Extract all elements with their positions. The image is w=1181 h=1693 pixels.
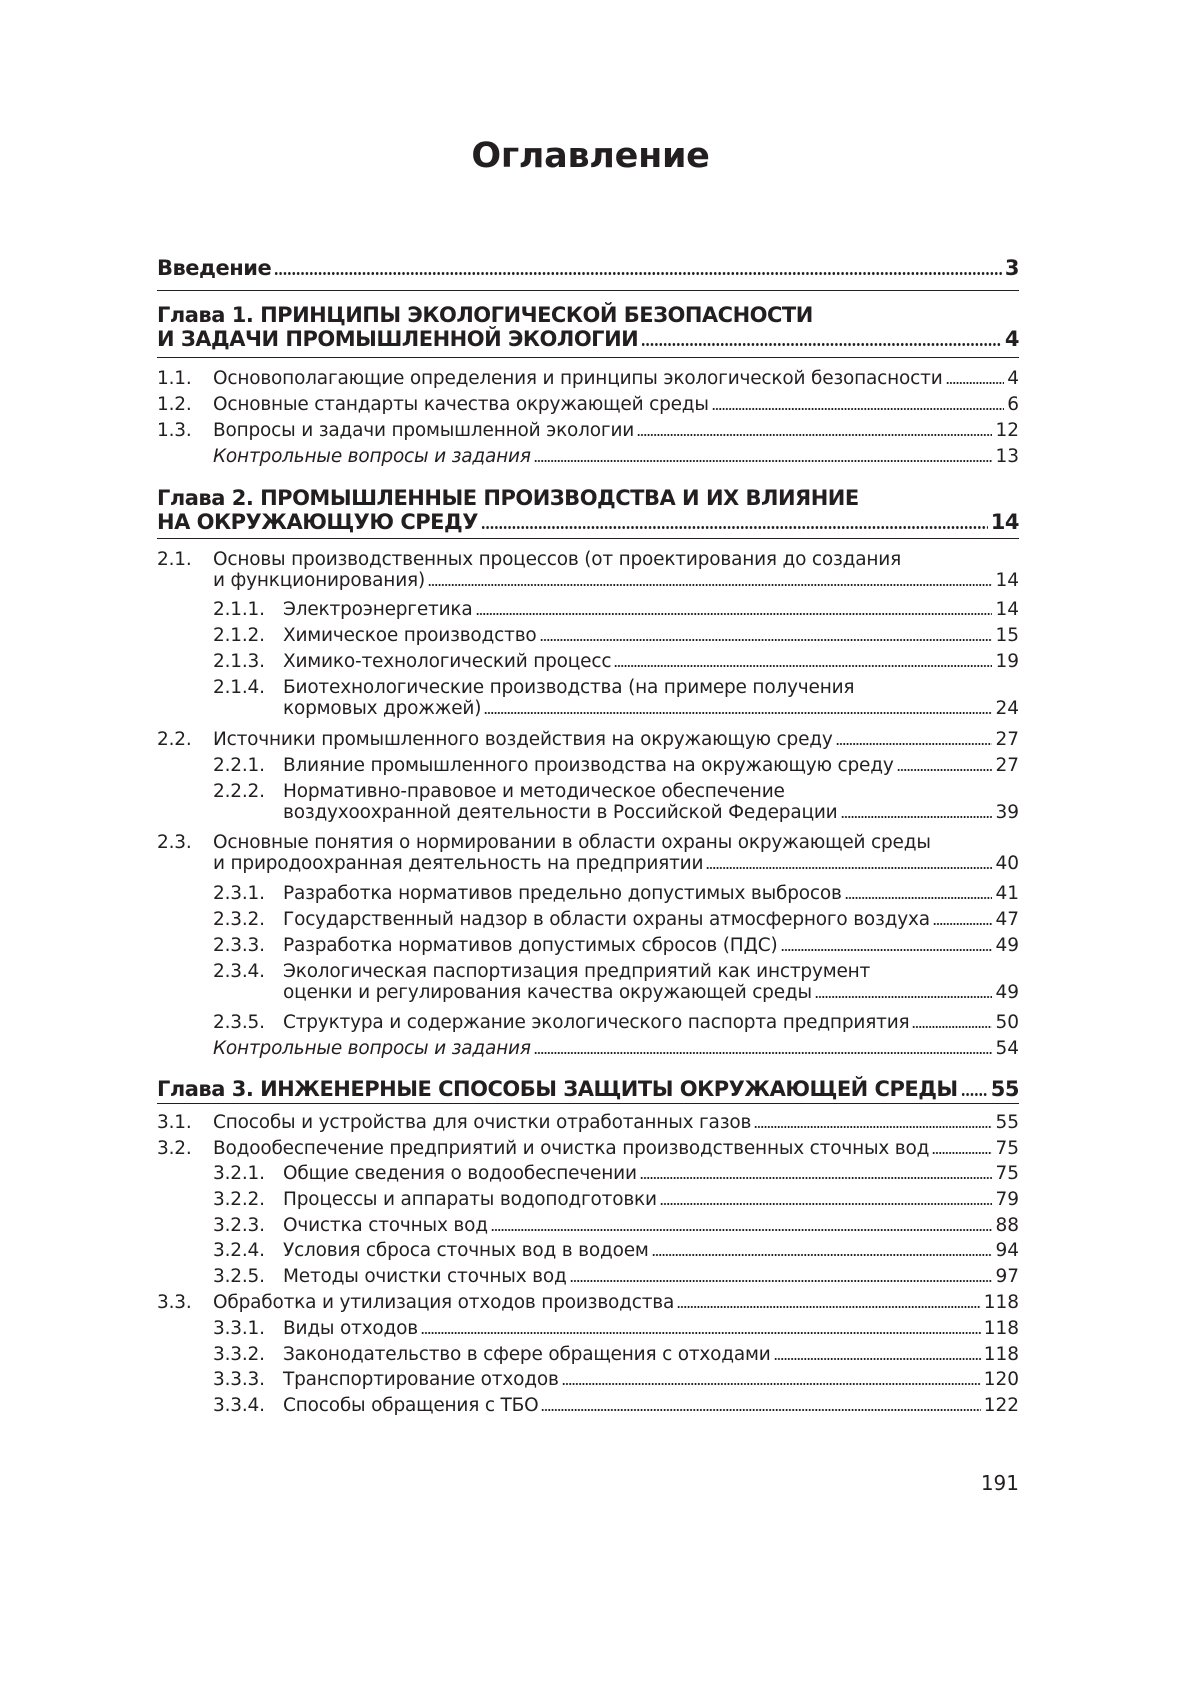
entry-row (157, 1292, 1019, 1313)
entry-row (157, 1138, 1019, 1159)
toc-entry[interactable] (157, 755, 1019, 776)
entry-title: Структура и содержание экологического паспорта предприятия (283, 1012, 910, 1033)
toc-entry[interactable] (157, 368, 1019, 389)
toc-entry[interactable] (157, 935, 1019, 956)
entry-row (157, 1215, 1019, 1236)
entry-row (157, 1077, 1019, 1101)
dot-leader (484, 711, 992, 715)
dot-leader (946, 381, 1005, 385)
entry-row (157, 625, 1019, 646)
entry-number: 2.3.1. (213, 883, 265, 904)
toc-entry[interactable] (157, 1369, 1019, 1390)
entry-row (157, 599, 1019, 620)
dot-leader (712, 407, 1004, 411)
entry-first-line: Биотехнологические производства (на примере получения (283, 677, 855, 698)
dot-leader (421, 1331, 981, 1335)
entry-number: 3.1. (157, 1112, 192, 1133)
entry-page-number: 4 (1004, 327, 1019, 351)
entry-number: 3.2.2. (213, 1189, 265, 1210)
entry-title: Химико-технологический процесс (283, 651, 612, 672)
entry-page-number: 88 (995, 1215, 1019, 1236)
page-number: 191 (980, 1471, 1019, 1495)
toc-entry[interactable] (157, 883, 1019, 904)
dot-leader (677, 1305, 981, 1309)
entry-title: Очистка сточных вод (283, 1215, 488, 1236)
toc-entry[interactable] (157, 1344, 1019, 1365)
entry-page-number: 27 (995, 729, 1019, 750)
dot-leader (912, 1025, 992, 1029)
entry-title: Процессы и аппараты водоподготовки (283, 1189, 657, 1210)
entry-row (157, 853, 1019, 874)
entry-number: 3.3.1. (213, 1318, 265, 1339)
entry-page-number: 12 (995, 420, 1019, 441)
entry-title: и природоохранная деятельность на предприятии (213, 853, 704, 874)
toc-entry[interactable] (157, 651, 1019, 672)
entry-page-number: 15 (995, 625, 1019, 646)
toc-entry[interactable] (157, 677, 1019, 719)
dot-leader (541, 1408, 980, 1412)
dot-leader (836, 742, 993, 746)
entry-title: кормовых дрожжей) (283, 698, 482, 719)
entry-page-number: 120 (983, 1369, 1019, 1390)
toc-entry[interactable] (157, 781, 1019, 823)
entry-row (157, 1395, 1019, 1416)
entry-page-number: 39 (995, 802, 1019, 823)
entry-page-number: 97 (995, 1266, 1019, 1287)
entry-row (157, 1112, 1019, 1133)
toc-entry[interactable] (157, 832, 1019, 874)
entry-row (157, 368, 1019, 389)
dot-leader (774, 1357, 981, 1361)
dot-leader (841, 815, 993, 819)
toc-chapter[interactable] (157, 486, 1019, 534)
dot-leader (476, 612, 993, 616)
entry-number: 2.2.2. (213, 781, 265, 802)
entry-number: 3.2. (157, 1138, 192, 1159)
entry-title: Методы очистки сточных вод (283, 1266, 567, 1287)
entry-page-number: 6 (1007, 394, 1019, 415)
entry-page-number: 75 (995, 1163, 1019, 1184)
toc-entry[interactable] (157, 1163, 1019, 1184)
entry-page-number: 94 (995, 1240, 1019, 1261)
toc-entry[interactable] (157, 1112, 1019, 1133)
entry-page-number: 55 (990, 1077, 1019, 1101)
entry-page-number: 27 (995, 755, 1019, 776)
entry-number: 2.3.2. (213, 909, 265, 930)
toc-entry[interactable] (157, 625, 1019, 646)
entry-number: 2.3.4. (213, 961, 265, 982)
toc-entry[interactable] (157, 961, 1019, 1003)
entry-page-number: 14 (995, 570, 1019, 591)
entry-page-number: 24 (995, 698, 1019, 719)
entry-title: Влияние промышленного производства на окружающую среду (283, 755, 894, 776)
dot-leader (932, 1151, 992, 1155)
entry-title: И ЗАДАЧИ ПРОМЫШЛЕННОЙ ЭКОЛОГИИ (157, 327, 639, 351)
entry-number: 2.1. (157, 549, 192, 570)
entry-row (157, 755, 1019, 776)
dot-leader (897, 768, 993, 772)
section-divider (157, 357, 1019, 358)
entry-title: Транспортирование отходов (283, 1369, 559, 1390)
entry-row (157, 1189, 1019, 1210)
entry-title: Основные стандарты качества окружающей среды (213, 394, 709, 415)
entry-page-number: 47 (995, 909, 1019, 930)
entry-title: Основополагающие определения и принципы экологической безопасности (213, 368, 943, 389)
entry-title: оценки и регулирования качества окружающей среды (283, 982, 812, 1003)
dot-leader (534, 1051, 993, 1055)
entry-number: 2.1.3. (213, 651, 265, 672)
entry-number: 2.1.4. (213, 677, 265, 698)
entry-number: 3.3. (157, 1292, 192, 1313)
entry-title: Общие сведения о водообеспечении (283, 1163, 637, 1184)
page-title: Оглавление (471, 136, 710, 176)
entry-title: воздухоохранной деятельности в Российской Федерации (283, 802, 838, 823)
entry-title: Условия сброса сточных вод в водоем (283, 1240, 649, 1261)
entry-row (157, 883, 1019, 904)
dot-leader (534, 459, 993, 463)
dot-leader (540, 638, 993, 642)
entry-first-line: Основные понятия о нормировании в области охраны окружающей среды (213, 832, 931, 853)
entry-number: 2.1.2. (213, 625, 265, 646)
dot-leader (481, 525, 988, 530)
entry-title: Источники промышленного воздействия на окружающую среду (213, 729, 833, 750)
entry-number: 2.1.1. (213, 599, 265, 620)
entry-page-number: 55 (995, 1112, 1019, 1133)
toc-entry[interactable] (157, 394, 1019, 415)
entry-row (157, 1344, 1019, 1365)
toc-entry[interactable] (157, 1318, 1019, 1339)
toc-entry[interactable] (157, 1215, 1019, 1236)
entry-page-number: 41 (995, 883, 1019, 904)
entry-page-number: 49 (995, 982, 1019, 1003)
toc-entry[interactable] (157, 1240, 1019, 1261)
dot-leader (637, 433, 992, 437)
entry-number: 2.3.3. (213, 935, 265, 956)
toc-entry[interactable] (157, 1292, 1019, 1313)
entry-number: 2.2.1. (213, 755, 265, 776)
entry-row (157, 1038, 1019, 1059)
entry-title: и функционирования) (213, 570, 425, 591)
section-divider (157, 1103, 1019, 1104)
entry-page-number: 19 (995, 651, 1019, 672)
toc-entry[interactable] (157, 1266, 1019, 1287)
entry-first-line: Экологическая паспортизация предприятий как инструмент (283, 961, 871, 982)
dot-leader (641, 342, 1002, 347)
entry-number: 3.2.5. (213, 1266, 265, 1287)
entry-row (157, 1318, 1019, 1339)
toc-entry[interactable] (157, 420, 1019, 441)
entry-row (157, 1012, 1019, 1033)
entry-row (157, 570, 1019, 591)
entry-first-line: Глава 2. ПРОМЫШЛЕННЫЕ ПРОИЗВОДСТВА И ИХ ВЛИЯНИЕ (157, 486, 859, 510)
dot-leader (933, 922, 993, 926)
dot-leader (562, 1382, 981, 1386)
entry-number: 1.3. (157, 420, 192, 441)
entry-row (157, 510, 1019, 534)
entry-row (157, 651, 1019, 672)
entry-number: 3.3.2. (213, 1344, 265, 1365)
dot-leader (961, 1092, 988, 1097)
entry-page-number: 75 (995, 1138, 1019, 1159)
entry-page-number: 3 (1004, 256, 1019, 280)
toc-entry[interactable] (157, 446, 1019, 467)
entry-page-number: 118 (983, 1318, 1019, 1339)
dot-leader (274, 271, 1002, 276)
entry-row (157, 698, 1019, 719)
toc-chapter[interactable] (157, 303, 1019, 351)
entry-page-number: 14 (990, 510, 1019, 534)
entry-title: Обработка и утилизация отходов производства (213, 1292, 675, 1313)
entry-row (157, 909, 1019, 930)
dot-leader (652, 1253, 993, 1257)
entry-row (157, 982, 1019, 1003)
entry-page-number: 118 (983, 1344, 1019, 1365)
dot-leader (706, 866, 992, 870)
entry-number: 3.2.3. (213, 1215, 265, 1236)
entry-number: 2.3. (157, 832, 192, 853)
entry-number: 2.3.5. (213, 1012, 265, 1033)
dot-leader (781, 948, 993, 952)
toc-entry[interactable] (157, 1012, 1019, 1033)
entry-title: Водообеспечение предприятий и очистка производственных сточных вод (213, 1138, 930, 1159)
toc-chapter[interactable] (157, 256, 1019, 280)
entry-title: Государственный надзор в области охраны атмосферного воздуха (283, 909, 930, 930)
dot-leader (614, 664, 992, 668)
entry-row (157, 446, 1019, 467)
entry-first-line: Глава 1. ПРИНЦИПЫ ЭКОЛОГИЧЕСКОЙ БЕЗОПАСНОСТИ (157, 303, 813, 327)
entry-title: Контрольные вопросы и задания (213, 1038, 531, 1059)
entry-page-number: 118 (983, 1292, 1019, 1313)
entry-title: Разработка нормативов предельно допустимых выбросов (283, 883, 842, 904)
dot-leader (754, 1125, 992, 1129)
entry-row (157, 256, 1019, 280)
entry-number: 1.2. (157, 394, 192, 415)
entry-row (157, 394, 1019, 415)
entry-first-line: Основы производственных процессов (от проектирования до создания (213, 549, 902, 570)
dot-leader (815, 995, 993, 999)
entry-row (157, 1240, 1019, 1261)
entry-page-number: 79 (995, 1189, 1019, 1210)
entry-number: 2.2. (157, 729, 192, 750)
toc-entry[interactable] (157, 1189, 1019, 1210)
entry-title: Введение (157, 256, 272, 280)
entry-title: Химическое производство (283, 625, 537, 646)
entry-row (157, 420, 1019, 441)
entry-row (157, 1369, 1019, 1390)
toc-entry[interactable] (157, 599, 1019, 620)
entry-page-number: 4 (1007, 368, 1019, 389)
toc-entry[interactable] (157, 909, 1019, 930)
entry-page-number: 49 (995, 935, 1019, 956)
entry-row (157, 729, 1019, 750)
dot-leader (570, 1279, 993, 1283)
entry-title: Способы обращения с ТБО (283, 1395, 539, 1416)
entry-title: Глава 3. ИНЖЕНЕРНЫЕ СПОСОБЫ ЗАЩИТЫ ОКРУЖАЮЩЕЙ СРЕДЫ (157, 1077, 958, 1101)
entry-title: Виды отходов (283, 1318, 418, 1339)
entry-page-number: 54 (995, 1038, 1019, 1059)
entry-first-line: Нормативно-правовое и методическое обеспечение (283, 781, 785, 802)
toc-entry[interactable] (157, 729, 1019, 750)
section-divider (157, 290, 1019, 291)
dot-leader (640, 1176, 993, 1180)
entry-title: НА ОКРУЖАЮЩУЮ СРЕДУ (157, 510, 478, 534)
entry-number: 3.3.3. (213, 1369, 265, 1390)
entry-page-number: 13 (995, 446, 1019, 467)
entry-page-number: 50 (995, 1012, 1019, 1033)
entry-title: Вопросы и задачи промышленной экологии (213, 420, 635, 441)
toc-chapter[interactable] (157, 1077, 1019, 1101)
section-divider (157, 538, 1019, 539)
dot-leader (845, 896, 993, 900)
dot-leader (491, 1228, 993, 1232)
toc-entry[interactable] (157, 1395, 1019, 1416)
entry-title: Законодательство в сфере обращения с отходами (283, 1344, 771, 1365)
toc-entry[interactable] (157, 549, 1019, 591)
entry-page-number: 14 (995, 599, 1019, 620)
entry-row (157, 1163, 1019, 1184)
entry-page-number: 122 (983, 1395, 1019, 1416)
entry-number: 3.2.4. (213, 1240, 265, 1261)
entry-number: 1.1. (157, 368, 192, 389)
entry-title: Контрольные вопросы и задания (213, 446, 531, 467)
entry-title: Способы и устройства для очистки отработанных газов (213, 1112, 752, 1133)
entry-title: Электроэнергетика (283, 599, 473, 620)
dot-leader (660, 1202, 993, 1206)
dot-leader (428, 583, 992, 587)
entry-row (157, 935, 1019, 956)
entry-number: 3.2.1. (213, 1163, 265, 1184)
toc-entry[interactable] (157, 1138, 1019, 1159)
toc-entry[interactable] (157, 1038, 1019, 1059)
entry-row (157, 802, 1019, 823)
entry-title: Разработка нормативов допустимых сбросов (ПДС) (283, 935, 778, 956)
entry-row (157, 327, 1019, 351)
entry-row (157, 1266, 1019, 1287)
entry-number: 3.3.4. (213, 1395, 265, 1416)
entry-page-number: 40 (995, 853, 1019, 874)
